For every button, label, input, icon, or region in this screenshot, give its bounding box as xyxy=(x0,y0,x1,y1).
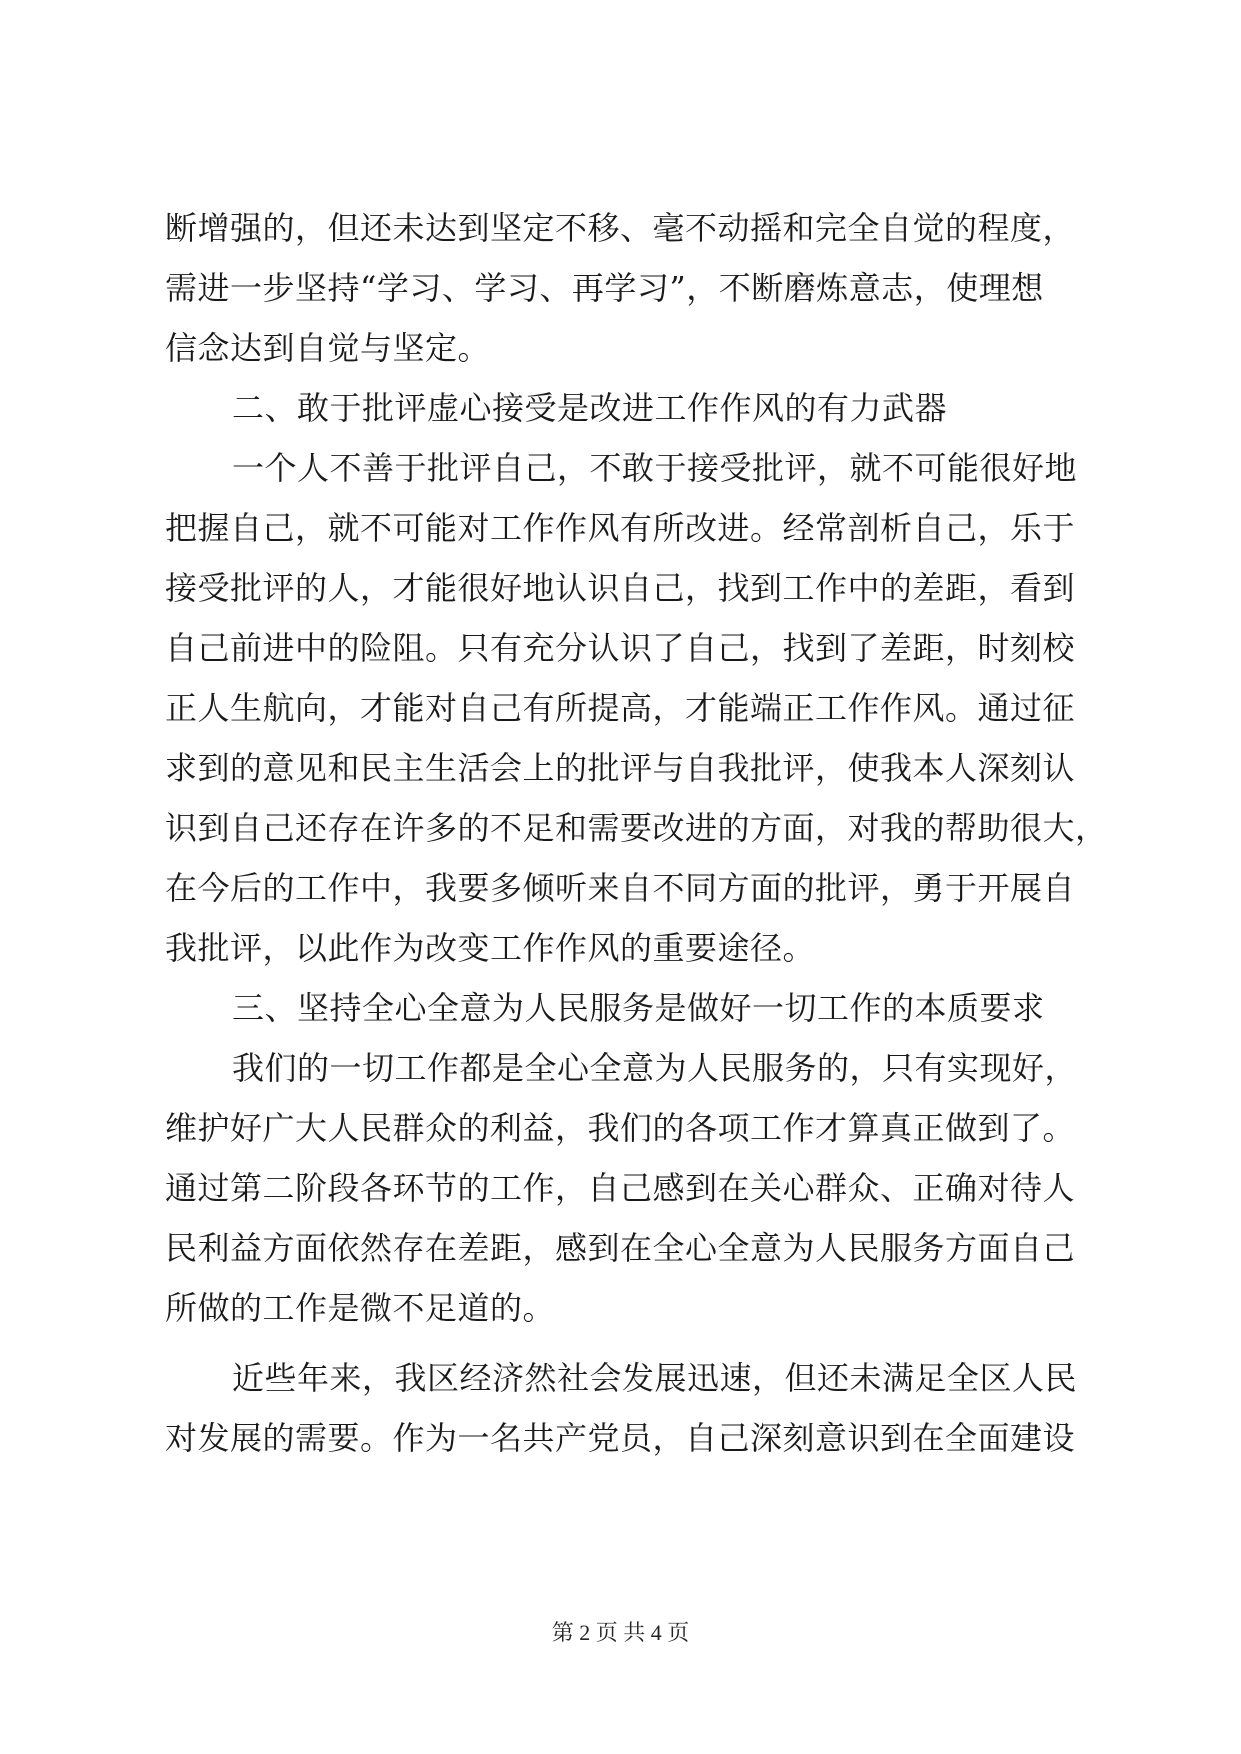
body-text-line: 我批评，以此作为改变工作作风的重要途径。 xyxy=(165,929,816,967)
body-text-line: 一个人不善于批评自己，不敢于接受批评，就不可能很好地 xyxy=(232,449,1078,487)
body-text-line: 自己前进中的险阻。只有充分认识了自己，找到了差距，时刻校 xyxy=(165,629,1076,667)
body-text-line: 正人生航向，才能对自己有所提高，才能端正工作作风。通过征 xyxy=(165,689,1076,727)
body-text-line: 民利益方面依然存在差距，感到在全心全意为人民服务方面自己 xyxy=(165,1229,1076,1267)
body-text-line: 近些年来，我区经济然社会发展迅速，但还未满足全区人民 xyxy=(232,1359,1078,1397)
body-text-line: 求到的意见和民主生活会上的批评与自我批评，使我本人深刻认 xyxy=(165,749,1076,787)
body-text-line: 维护好广大人民群众的利益，我们的各项工作才算真正做到了。 xyxy=(165,1109,1076,1147)
body-text-line: 对发展的需要。作为一名共产党员，自己深刻意识到在全面建设 xyxy=(165,1419,1076,1457)
section-heading-3: 三、坚持全心全意为人民服务是做好一切工作的本质要求 xyxy=(232,989,1045,1027)
body-text-line: 需进一步坚持“学习、学习、再学习”，不断磨炼意志，使理想 xyxy=(165,269,1044,307)
section-heading-2: 二、敢于批评虚心接受是改进工作作风的有力武器 xyxy=(232,389,948,427)
body-text-line: 在今后的工作中，我要多倾听来自不同方面的批评，勇于开展自 xyxy=(165,869,1076,907)
body-text-line: 把握自己，就不可能对工作作风有所改进。经常剖析自己，乐于 xyxy=(165,509,1076,547)
body-text-line: 所做的工作是微不足道的。 xyxy=(165,1289,556,1327)
body-text-line: 识到自己还存在许多的不足和需要改进的方面，对我的帮助很大， xyxy=(165,809,1108,847)
body-text-line: 我们的一切工作都是全心全意为人民服务的，只有实现好， xyxy=(232,1049,1078,1087)
body-text-line: 信念达到自觉与坚定。 xyxy=(165,329,491,367)
page-number-footer: 第 2 页 共 4 页 xyxy=(551,1620,690,1645)
body-text-line: 通过第二阶段各环节的工作，自己感到在关心群众、正确对待人 xyxy=(165,1169,1076,1207)
body-text-line: 接受批评的人，才能很好地认识自己，找到工作中的差距，看到 xyxy=(165,569,1076,607)
body-text-line: 断增强的，但还未达到坚定不移、毫不动摇和完全自觉的程度， xyxy=(165,209,1076,247)
